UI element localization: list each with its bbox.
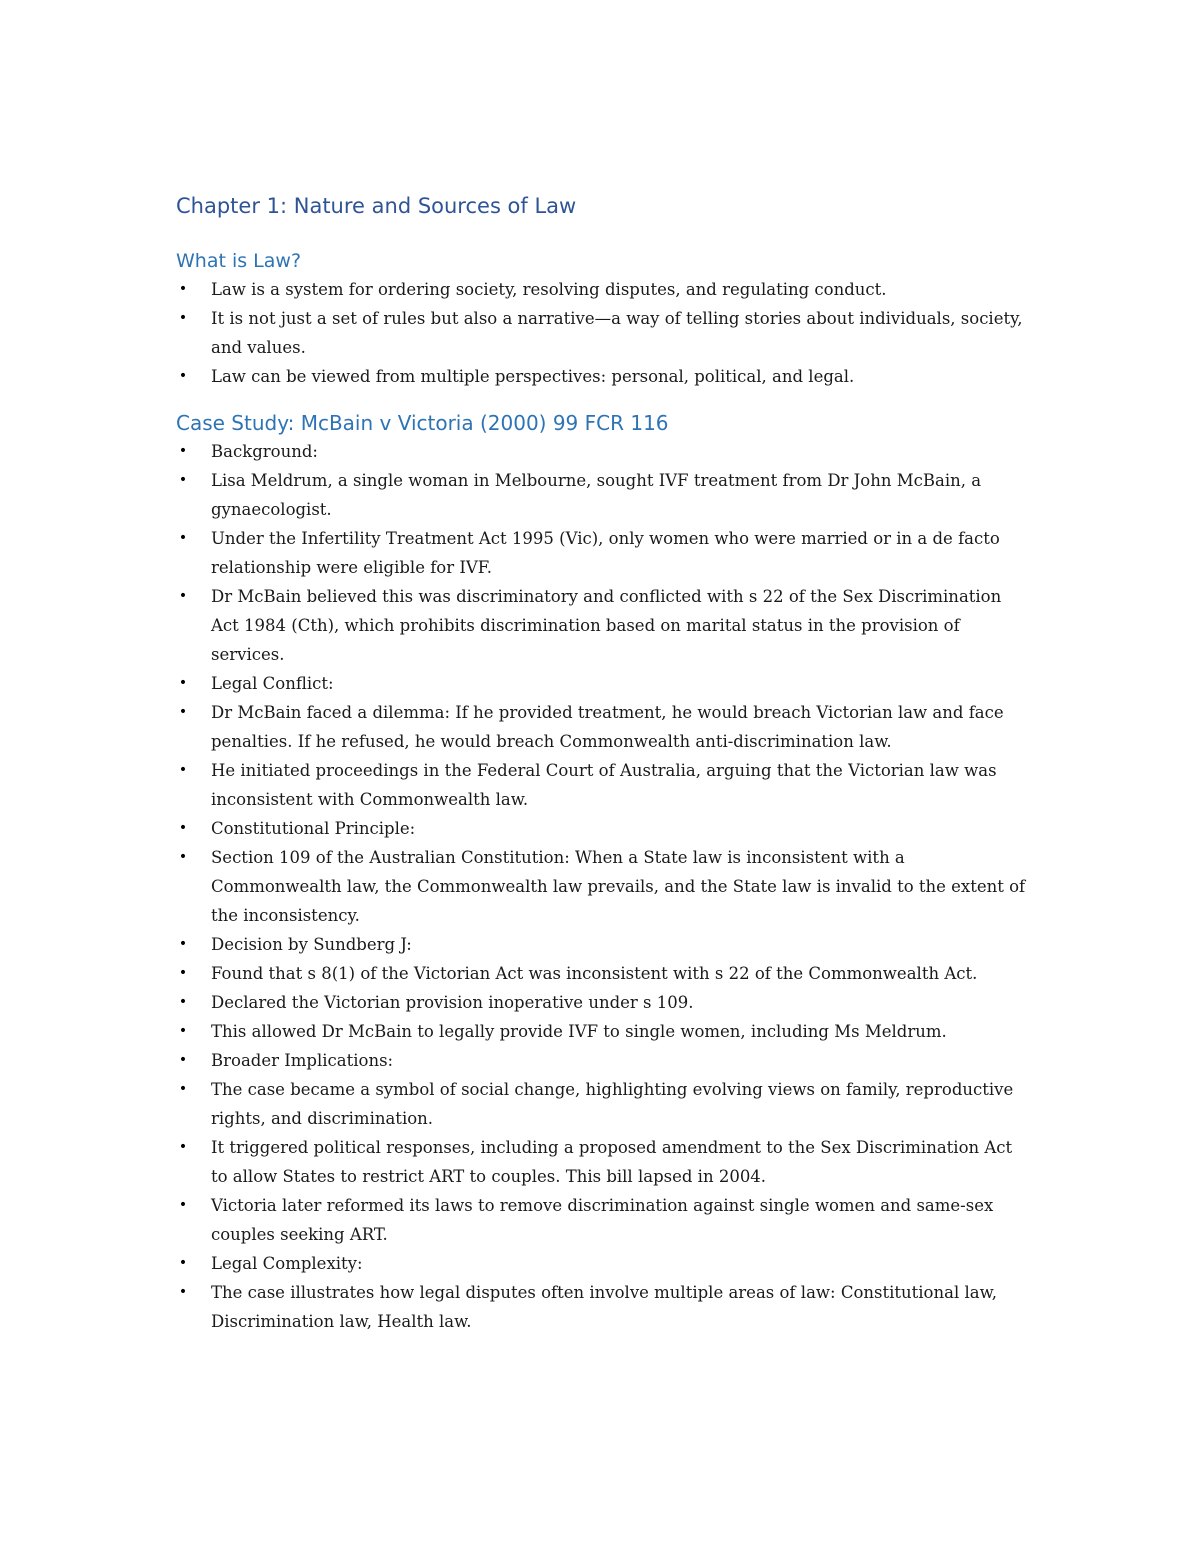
document-page	[176, 190, 1036, 1336]
list-item	[176, 1046, 1026, 1075]
bullet-icon: •	[178, 675, 188, 691]
list-item-text: Broader Implications:	[211, 1051, 394, 1070]
list-item-text: Law is a system for ordering society, resolving disputes, and regulating conduct.	[211, 280, 887, 299]
bullet-list-what-is-law	[176, 275, 1036, 391]
list-item-text: Dr McBain believed this was discriminatory and conflicted with s 22 of the Sex Discrimination Act 1984 (Cth), which prohibits discrimination based on marital status in the provision of services.	[211, 587, 1002, 664]
list-item	[176, 524, 1026, 582]
bullet-icon: •	[178, 936, 188, 952]
list-item-text: Legal Conflict:	[211, 674, 334, 693]
bullet-icon: •	[178, 588, 188, 604]
bullet-list-case-study	[176, 437, 1036, 1336]
list-item-text: Background:	[211, 442, 318, 461]
bullet-icon: •	[178, 472, 188, 488]
bullet-icon: •	[178, 443, 188, 459]
bullet-icon: •	[178, 1139, 188, 1155]
list-item	[176, 1249, 1026, 1278]
list-item-text: This allowed Dr McBain to legally provide IVF to single women, including Ms Meldrum.	[211, 1022, 947, 1041]
list-item	[176, 275, 1026, 304]
list-item	[176, 304, 1026, 362]
list-item-text: Law can be viewed from multiple perspectives: personal, political, and legal.	[211, 367, 855, 386]
bullet-icon: •	[178, 762, 188, 778]
bullet-icon: •	[178, 1081, 188, 1097]
list-item	[176, 1191, 1026, 1249]
section-heading-case-study: Case Study: McBain v Victoria (2000) 99 FCR 116	[176, 411, 669, 435]
bullet-icon: •	[178, 310, 188, 326]
bullet-icon: •	[178, 1255, 188, 1271]
list-item	[176, 466, 1026, 524]
list-item-text: It is not just a set of rules but also a narrative—a way of telling stories about individuals, society, and values.	[211, 309, 1023, 357]
list-item	[176, 1075, 1026, 1133]
list-item	[176, 1017, 1026, 1046]
list-item-text: Dr McBain faced a dilemma: If he provided treatment, he would breach Victorian law and face penalties. If he refused, he would breach Commonwealth anti-discrimination law.	[211, 703, 1004, 751]
bullet-icon: •	[178, 820, 188, 836]
list-item-text: Decision by Sundberg J:	[211, 935, 412, 954]
list-item	[176, 698, 1026, 756]
list-item	[176, 1278, 1026, 1336]
bullet-icon: •	[178, 994, 188, 1010]
bullet-icon: •	[178, 965, 188, 981]
list-item	[176, 959, 1026, 988]
list-item-text: The case became a symbol of social change, highlighting evolving views on family, reproductive rights, and discrimination.	[211, 1080, 1014, 1128]
list-item	[176, 756, 1026, 814]
list-item-text: Lisa Meldrum, a single woman in Melbourne, sought IVF treatment from Dr John McBain, a gynaecologist.	[211, 471, 982, 519]
list-item	[176, 988, 1026, 1017]
bullet-icon: •	[178, 849, 188, 865]
list-item-text: Declared the Victorian provision inoperative under s 109.	[211, 993, 694, 1012]
list-item	[176, 669, 1026, 698]
bullet-icon: •	[178, 1052, 188, 1068]
list-item	[176, 843, 1026, 930]
bullet-icon: •	[178, 1023, 188, 1039]
list-item	[176, 814, 1026, 843]
list-item-text: Constitutional Principle:	[211, 819, 416, 838]
section-heading-what-is-law: What is Law?	[176, 250, 302, 272]
list-item-text: Under the Infertility Treatment Act 1995 (Vic), only women who were married or in a de facto relationship were eligible for IVF.	[211, 529, 1000, 577]
list-item	[176, 1133, 1026, 1191]
bullet-icon: •	[178, 281, 188, 297]
bullet-icon: •	[178, 1284, 188, 1300]
list-item-text: Victoria later reformed its laws to remove discrimination against single women and same-sex couples seeking ART.	[211, 1196, 994, 1244]
bullet-icon: •	[178, 1197, 188, 1213]
list-item-text: Legal Complexity:	[211, 1254, 363, 1273]
list-item-text: The case illustrates how legal disputes often involve multiple areas of law: Constitutional law, Discrimination law, Health law.	[211, 1283, 997, 1331]
list-item	[176, 582, 1026, 669]
bullet-icon: •	[178, 704, 188, 720]
list-item-text: Found that s 8(1) of the Victorian Act was inconsistent with s 22 of the Commonwealth Act.	[211, 964, 978, 983]
bullet-icon: •	[178, 368, 188, 384]
chapter-title: Chapter 1: Nature and Sources of Law	[176, 194, 577, 218]
list-item	[176, 930, 1026, 959]
bullet-icon: •	[178, 530, 188, 546]
list-item	[176, 362, 1026, 391]
list-item-text: Section 109 of the Australian Constitution: When a State law is inconsistent with a Commonwealth law, the Commonwealth law prevails, and the State law is invalid to the extent of the inconsistency.	[211, 848, 1026, 925]
list-item	[176, 437, 1026, 466]
list-item-text: He initiated proceedings in the Federal Court of Australia, arguing that the Victorian law was inconsistent with Commonwealth law.	[211, 761, 997, 809]
list-item-text: It triggered political responses, including a proposed amendment to the Sex Discrimination Act to allow States to restrict ART to couples. This bill lapsed in 2004.	[211, 1138, 1013, 1186]
